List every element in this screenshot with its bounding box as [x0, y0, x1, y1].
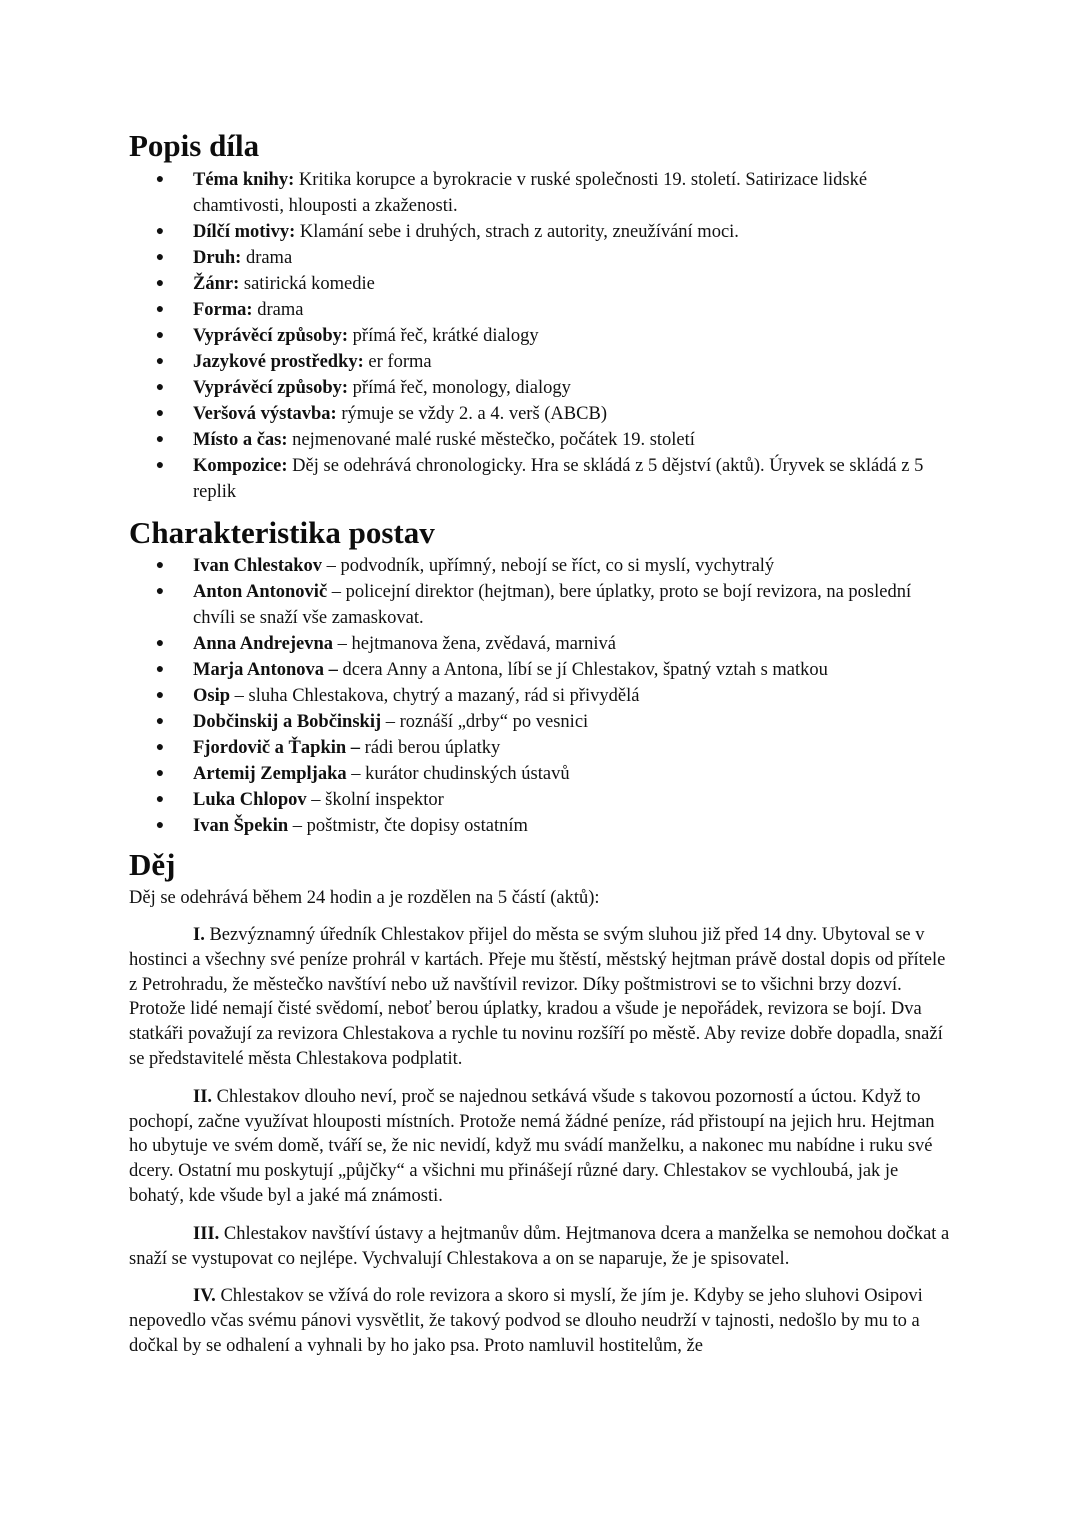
character-item	[129, 787, 951, 813]
item-label: Veršová výstavba:	[193, 404, 337, 424]
item-text: Kritika korupce a byrokracie v ruské společnosti 19. století. Satirizace lidské chamtivosti, hlouposti a zkaženosti.	[193, 170, 868, 216]
act-number: II.	[193, 1086, 213, 1107]
bullet-icon: ●	[155, 224, 165, 239]
bullet-icon: ●	[155, 380, 165, 395]
character-description: – sluha Chlestakova, chytrý a mazaný, rád si přivydělá	[230, 686, 640, 706]
section-dej	[129, 847, 951, 1359]
act-paragraph-2	[129, 1085, 951, 1209]
list-item	[129, 271, 951, 297]
character-description: – policejní direktor (hejtman), bere úplatky, proto se bojí revizora, na poslední chvíli se snaží vše zamaskovat.	[193, 582, 912, 628]
item-text: drama	[252, 300, 304, 320]
item-label: Žánr:	[193, 274, 240, 294]
character-name: Ivan Chlestakov	[193, 556, 323, 576]
item-label: Vyprávěcí způsoby:	[193, 326, 349, 346]
character-item	[129, 709, 951, 735]
character-name: Marja Antonova –	[193, 660, 338, 680]
act-number: I.	[193, 925, 205, 945]
bullet-icon: ●	[155, 406, 165, 421]
act-number: III.	[193, 1223, 220, 1244]
act-paragraph-4	[129, 1284, 951, 1358]
section-heading-dej: Děj	[129, 847, 176, 882]
character-name: Ivan Špekin	[193, 816, 289, 836]
act-text: Bezvýznamný úředník Chlestakov přijel do města se svým sluhou již před 14 dny. Ubytoval se v hostinci a všechny své peníze prohrál v kartách. Přeje mu štěstí, městský hejtman právě dostal dopis od přítele z Petrohradu, že městečko navštíví nebo už navštívil revizor. Díky poštmistrovi se to všichni brzy dozví. Protože lidé nemají čisté svědomí, neboť berou úplatky, kradou a všude je nepořádek, revizora se bojí. Dva statkáři považují za revizora Chlestakova a rychle tu novinu rozšíří po městě. Aby revize dobře dopadla, snaží se představitelé města Chlestakova podplatit.	[129, 925, 946, 1069]
bullet-icon: ●	[155, 636, 165, 651]
character-name: Anton Antonovič	[193, 582, 328, 602]
act-text: Chlestakov dlouho neví, proč se najednou setkává všude s takovou pozorností a úctou. Když to pochopí, začne využívat hlouposti místních. Protože nemá žádné peníze, rád přistoupí na jejich hru. Hejtman ho ubytuje ve svém domě, tváří se, že nic nevidí, když mu svádí manželku, a nakonec mu nabídne i ruku své dcery. Ostatní mu poskytují „půjčky“ a všichni mu přinášejí různé dary. Chlestakov se vychloubá, jak je bohatý, kde všude byl a jaké má známosti.	[129, 1086, 935, 1206]
item-text: rýmuje se vždy 2. a 4. verš (ABCB)	[336, 404, 607, 424]
item-label: Kompozice:	[193, 456, 288, 476]
character-item	[129, 579, 951, 631]
bullet-icon: ●	[155, 354, 165, 369]
character-description: – kurátor chudinských ústavů	[346, 764, 570, 784]
act-number: IV.	[193, 1286, 216, 1307]
section-heading-charakteristika-postav: Charakteristika postav	[129, 515, 435, 550]
item-label: Téma knihy:	[193, 170, 295, 190]
bullet-icon: ●	[155, 740, 165, 755]
character-name: Fjordovič a Ťapkin –	[193, 738, 361, 758]
bullet-icon: ●	[155, 432, 165, 447]
list-item	[129, 323, 951, 349]
list-item	[129, 219, 951, 245]
item-text: er forma	[363, 352, 432, 372]
item-text: drama	[241, 248, 293, 268]
item-label: Jazykové prostředky:	[193, 352, 364, 372]
item-text: přímá řeč, monology, dialogy	[348, 378, 571, 398]
item-text: přímá řeč, krátké dialogy	[348, 326, 539, 346]
list-item	[129, 375, 951, 401]
character-item	[129, 813, 951, 839]
act-paragraph-3	[129, 1222, 951, 1272]
act-text: Chlestakov navštíví ústavy a hejtmanův dům. Hejtmanova dcera a manželka se nemohou dočkat a snaží se vystupovat co nejlépe. Vychvalují Chlestakova a on se naparuje, že je spisovatel.	[129, 1223, 950, 1269]
list-item	[129, 167, 951, 219]
item-text: nejmenované malé ruské městečko, počátek 19. století	[287, 430, 695, 450]
section-heading-popis-dila: Popis díla	[129, 128, 260, 163]
document-page	[129, 128, 951, 1359]
list-item	[129, 297, 951, 323]
character-item	[129, 761, 951, 787]
bullet-icon: ●	[155, 302, 165, 317]
section-charakteristika-postav	[129, 515, 951, 839]
item-label: Druh:	[193, 248, 242, 268]
character-item	[129, 735, 951, 761]
item-text: Děj se odehrává chronologicky. Hra se skládá z 5 dějství (aktů). Úryvek se skládá z 5 replik	[193, 456, 924, 502]
character-name: Osip	[193, 686, 231, 706]
bullet-icon: ●	[155, 558, 165, 573]
character-description: rádi berou úplatky	[360, 738, 501, 758]
list-item	[129, 401, 951, 427]
list-item	[129, 349, 951, 375]
character-item	[129, 553, 951, 579]
character-description: dcera Anny a Antona, líbí se jí Chlestakov, špatný vztah s matkou	[337, 660, 828, 680]
item-label: Dílčí motivy:	[193, 222, 296, 242]
character-description: – podvodník, upřímný, nebojí se říct, co si myslí, vychytralý	[322, 556, 775, 576]
popis-dila-list	[129, 167, 951, 505]
bullet-icon: ●	[155, 328, 165, 343]
bullet-icon: ●	[155, 792, 165, 807]
bullet-icon: ●	[155, 172, 165, 187]
postavy-list	[129, 553, 951, 839]
character-name: Dobčinskij a Bobčinskij	[193, 712, 382, 732]
item-label: Forma:	[193, 300, 253, 320]
character-description: – poštmistr, čte dopisy ostatním	[288, 816, 528, 836]
bullet-icon: ●	[155, 276, 165, 291]
character-name: Luka Chlopov	[193, 790, 307, 810]
character-name: Artemij Zempljaka	[193, 764, 347, 784]
bullet-icon: ●	[155, 688, 165, 703]
character-item	[129, 657, 951, 683]
character-item	[129, 631, 951, 657]
item-label: Vyprávěcí způsoby:	[193, 378, 349, 398]
character-description: – roznáší „drby“ po vesnici	[381, 712, 589, 732]
list-item	[129, 245, 951, 271]
character-description: – hejtmanova žena, zvědavá, marnivá	[332, 634, 617, 654]
item-label: Místo a čas:	[193, 430, 288, 450]
act-paragraph-1	[129, 923, 951, 1072]
item-text: Klamání sebe i druhých, strach z autority, zneužívání moci.	[295, 222, 739, 242]
item-text: satirická komedie	[239, 274, 375, 294]
bullet-icon: ●	[155, 714, 165, 729]
list-item	[129, 427, 951, 453]
bullet-icon: ●	[155, 766, 165, 781]
list-item	[129, 453, 951, 505]
character-description: – školní inspektor	[306, 790, 444, 810]
character-name: Anna Andrejevna	[193, 634, 333, 654]
character-item	[129, 683, 951, 709]
section-popis-dila	[129, 128, 951, 505]
act-text: Chlestakov se vžívá do role revizora a skoro si myslí, že jím je. Kdyby se jeho sluhovi Osipovi nepovedlo včas svému pánovi vysvětlit, že takový podvod se dlouho neudrží v tajnosti, nedošlo by mu to a dočkal by se odhalení a vyhnali by ho jako psa. Proto namluvil hostitelům, že	[129, 1286, 923, 1356]
bullet-icon: ●	[155, 584, 165, 599]
bullet-icon: ●	[155, 250, 165, 265]
bullet-icon: ●	[155, 458, 165, 473]
dej-intro: Děj se odehrává během 24 hodin a je rozdělen na 5 částí (aktů):	[129, 888, 600, 908]
bullet-icon: ●	[155, 818, 165, 833]
bullet-icon: ●	[155, 662, 165, 677]
